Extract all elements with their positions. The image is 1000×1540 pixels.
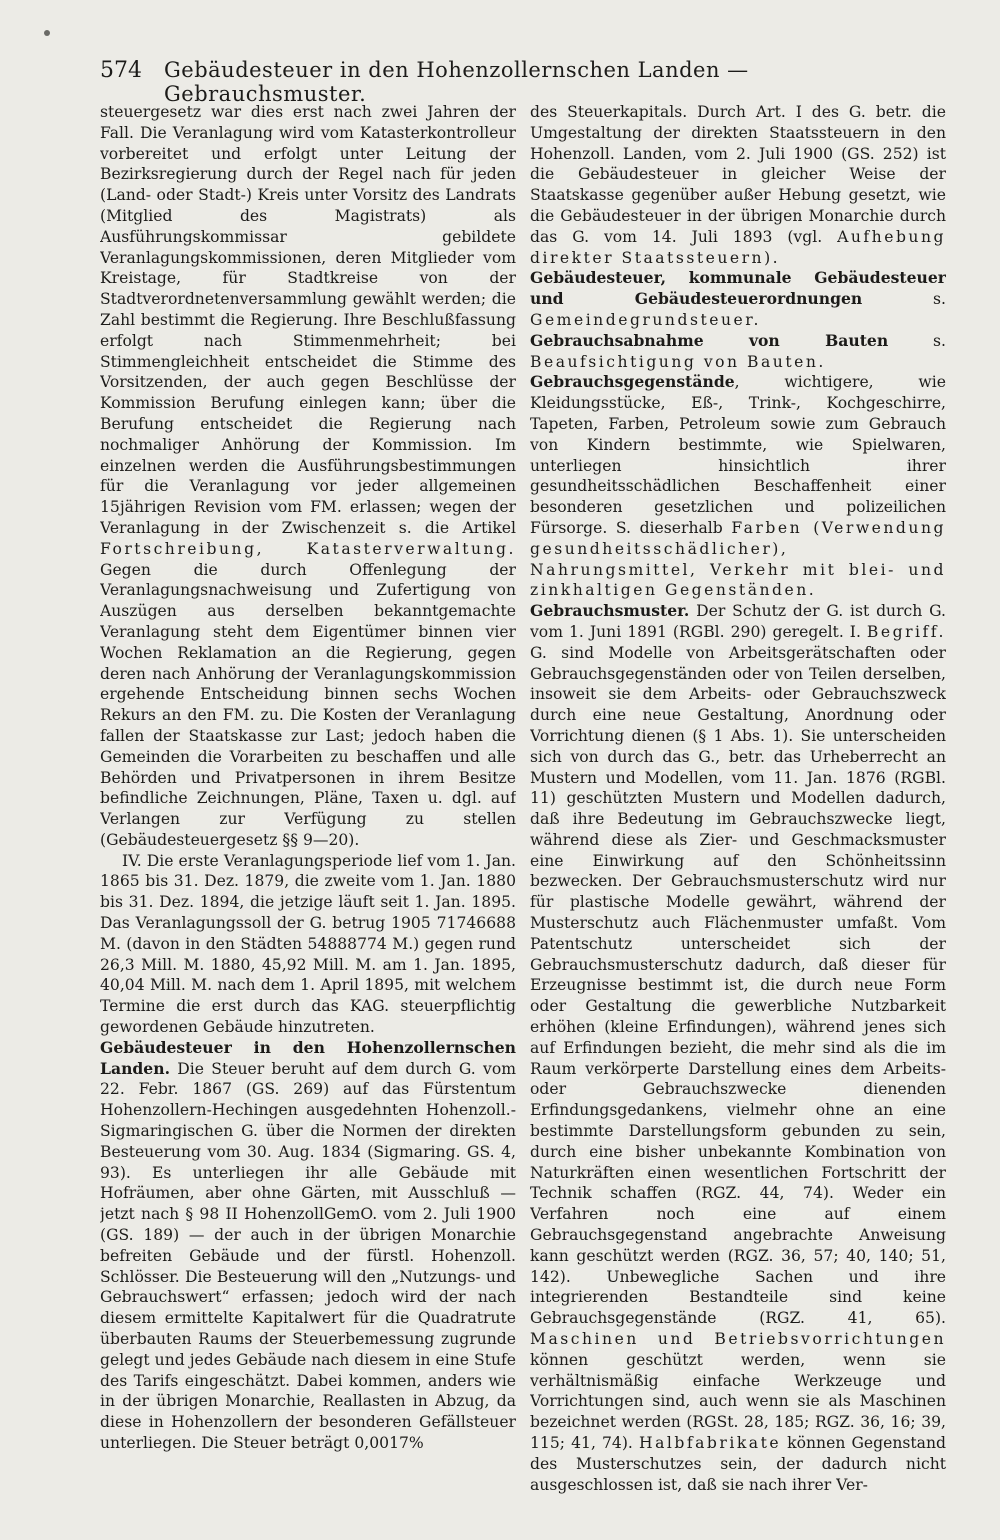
paragraph-text: des Steuerkapitals. Durch Art. I des G. betr. die Umgestaltung der direkten Staatssteuern in den Hohenzoll. Landen, vom 2. Juli 1900 (GS. 252) ist die Gebäudesteuer in gleicher Weise der Staatskasse gegenüber außer Hebung gesetzt, wie die Gebäudesteuer in der übrigen Monarchie durch das G. vom 14. Juli 1893 (vgl. <box>530 103 946 246</box>
spaced-reference: Farben (Verwendung gesundheitsschädlicher), Nahrungsmittel, Verkehr mit blei- und zinkhaltigen Gegenständen. <box>530 518 946 600</box>
entry-gebaeudesteuer-kommunal <box>530 268 946 330</box>
text-columns <box>100 102 946 1502</box>
paragraph-text: können Gegenstand des Musterschutzes sein, der dadurch nicht ausgeschlossen ist, daß sie nach ihrer Ver- <box>530 1434 946 1494</box>
paragraph-text: können geschützt werden, wenn sie verhältnismäßig einfache Werkzeuge und Vorrichtungen sind, auch wenn sie als Maschinen bezeichnet werden (RGSt. 28, 185; RGZ. 36, 16; 39, 115; 41, 74). <box>530 1350 946 1452</box>
spaced-reference: Fortschreibung, Katasterverwaltung. <box>100 539 516 558</box>
paragraph-text: steuergesetz war dies erst nach zwei Jahren der Fall. Die Veranlagung wird vom Katasterkontrolleur vorbereitet und erfolgt unter Leitung der Bezirksregierung durch der Regel nach für jeden (Land- oder Stadt-) Kreis unter Vorsitz des Landrats (Mitglied des Magistrats) als Ausführungskommissar gebildete Veranlagungskommissionen, deren Mitglieder vom Kreistage, für Stadtkreise von der Stadtverordnetenversammlung gewählt werden; die Zahl bestimmt die Regierung. Ihre Beschlußfassung erfolgt nach Stimmenmehrheit; bei Stimmengleichheit entscheidet die Stimme des Vorsitzenden, der auch gegen Beschlüsse der Kommission Berufung einlegen kann; über die Berufung entscheidet die Regierung nach nochmaliger Anhörung der Kommission. Im einzelnen werden die Ausführungsbestimmungen für die Veranlagung vor jeder allgemeinen 15jährigen Revision vom FM. erlassen; wegen der Veranlagung in der Zwischenzeit s. die Artikel <box>100 103 516 537</box>
page-header <box>100 58 940 106</box>
paragraph-text: s. <box>933 290 946 309</box>
paragraph <box>530 102 946 268</box>
paragraph-text: G. sind Modelle von Arbeitsgerätschaften oder Gebrauchsgegenständen oder von Teilen derselben, insoweit sie dem Arbeits- oder Gebrauchszweck durch eine neue Gestaltung, Anordnung oder Vorrichtung dienen (§ 1 Abs. 1). Sie unterscheiden sich von durch das G., betr. das Urheberrecht an Mustern und Modellen, vom 11. Jan. 1876 (RGBl. 11) geschützten Mustern und Modellen dadurch, daß ihre Bedeutung im Gebrauchszwecke liegt, während diese als Zier- und Geschmacksmuster eine Einwirkung auf den Schönheitssinn bezwecken. Der Gebrauchsmusterschutz wird nur für plastische Modelle gewährt, während der Musterschutz auch Flächenmuster umfaßt. Vom Patentschutz unterscheidet sich der Gebrauchsmusterschutz dadurch, daß dieser für Erzeugnisse bestimmt ist, die durch neue Form oder Gestaltung die gewerbliche Nutzbarkeit erhöhen (kleine Erfindungen), während jenes sich auf Erfindungen bezieht, die mehr sind als die im Raum verkörperte Darstellung eines dem Arbeits- oder Gebrauchszwecke dienenden Erfindungsgedankens, vielmehr ohne an eine bestimmte Darstellungsform gebunden zu sein, durch eine bisher unbekannte Kombination von Naturkräften einen wesentlichen Fortschritt der Technik schaffen (RGZ. 44, 74). Weder ein Verfahren noch eine auf einem Gebrauchsgegenstand angebrachte Anweisung kann geschützt werden (RGZ. 36, 57; 40, 140; 51, 142). Unbewegliche Sachen und ihre integrierenden Bestandteile sind keine Gebrauchsgegenstände (RGZ. 41, 65). <box>530 643 946 1328</box>
spaced-reference: Gemeindegrundsteuer. <box>530 310 761 329</box>
paragraph-text: IV. Die erste Veranlagungsperiode lief vom 1. Jan. 1865 bis 31. Dez. 1879, die zweite vom 1. Jan. 1880 bis 31. Dez. 1894, die jetzige läuft seit 1. Jan. 1895. Das Veranlagungssoll der G. betrug 1905 71746688 M. (davon in den Städten 54888774 M.) gegen rund 26,3 Mill. M. 1880, 45,92 Mill. M. am 1. Jan. 1895, 40,04 Mill. M. nach dem 1. April 1895, mit welchem Termine die erst durch das KAG. steuerpflichtig gewordenen Gebäude hinzutreten. <box>100 851 516 1037</box>
entry-lemma: Gebrauchsmuster. <box>530 601 690 621</box>
paragraph <box>100 851 516 1038</box>
entry-gebrauchsmuster <box>530 601 946 1495</box>
spaced-reference: Maschinen und Betriebsvorrichtungen <box>530 1330 946 1349</box>
paragraph-text: Gegen die durch Offenlegung der Veranlagungsnachweisung und Zufertigung von Auszügen aus derselben bekanntgemachte Veranlagung steht dem Eigentümer binnen vier Wochen Reklamation an die Regierung, gegen deren nach Anhörung der Veranlagungskommission ergehende Entscheidung binnen sechs Wochen Rekurs an den FM. zu. Die Kosten der Veranlagung fallen der Staatskasse zur Last; jedoch haben die Gemeinden die Vorarbeiten zu beschaffen und alle Behörden und Privatpersonen in ihrem Besitze befindliche Zeichnungen, Pläne, Taxen u. dgl. auf Verlangen zur Verfügung zu stellen (Gebäudesteuergesetz §§ 9—20). <box>100 560 516 849</box>
entry-lemma: Gebrauchsabnahme von Bauten <box>530 330 889 350</box>
spaced-reference: Begriff. <box>866 622 946 641</box>
paragraph-text: s. <box>933 331 946 350</box>
entry-lemma: Gebäudesteuer, kommunale Gebäudesteuer und Gebäudesteuerordnungen <box>530 268 946 309</box>
paragraph-text: Der Schutz der G. ist durch G. vom 1. Juni 1891 (RGBl. 290) geregelt. I. <box>530 602 946 641</box>
spaced-reference: Halbfabrikate <box>638 1434 782 1452</box>
entry-gebrauchsabnahme <box>530 331 946 373</box>
left-column <box>100 102 516 1502</box>
spaced-reference: Aufhebung direkter Staatssteuern). <box>530 227 946 267</box>
entry-lemma: Gebäudesteuer in den Hohenzollernschen Landen. <box>100 1037 516 1078</box>
paragraph-text: , wichtigere, wie Kleidungsstücke, Eß-, Trink-, Kochgeschirre, Tapeten, Farben, Petroleum sowie zum Gebrauch von Kindern bestimmte, wie Spielwaren, unterliegen hinsichtlich ihrer gesundheitsschädlichen Beschaffenheit einer besonderen gesetzlichen und polizeilichen Fürsorge. S. dieserhalb <box>530 373 946 537</box>
ink-dot <box>44 30 50 36</box>
entry-gebaeudesteuer-hohenzollern <box>100 1038 516 1454</box>
running-title: Gebäudesteuer in den Hohenzollernschen Landen — Gebrauchsmuster. <box>164 58 749 106</box>
spaced-reference: Beaufsichtigung von Bauten. <box>530 352 826 371</box>
entry-gebrauchsgegenstaende <box>530 372 946 601</box>
paragraph <box>100 102 516 851</box>
entry-lemma: Gebrauchsgegenstände <box>530 372 735 392</box>
right-column <box>530 102 946 1502</box>
page-number: 574 <box>100 58 142 83</box>
paragraph-text: Die Steuer beruht auf dem durch G. vom 22. Febr. 1867 (GS. 269) auf das Fürstentum Hohenzollern-Hechingen ausgedehnten Hohenzoll.-Sigmaringischen G. über die Normen der direkten Besteuerung vom 30. Aug. 1834 (Sigmaring. GS. 4, 93). Es unterliegen ihr alle Gebäude mit Hofräumen, aber ohne Gärten, mit Ausschluß — jetzt nach § 98 II HohenzollGemO. vom 2. Juli 1900 (GS. 189) — der auch in der übrigen Monarchie befreiten Gebäude und der fürstl. Hohenzoll. Schlösser. Die Besteuerung will den „Nutzungs- und Gebrauchswert“ erfassen; jedoch wird der nach diesem ermittelte Kapitalwert für die Quadratrute überbauten Raums der Steuerbemessung zugrunde gelegt und jedes Gebäude nach diesem in eine Stufe des Tarifs eingeschätzt. Dabei kommen, anders wie in der übrigen Monarchie, Reallasten in Abzug, da diese in Hohenzollern der besonderen Gefällsteuer unterliegen. Die Steuer beträgt 0,0017% <box>100 1059 516 1452</box>
